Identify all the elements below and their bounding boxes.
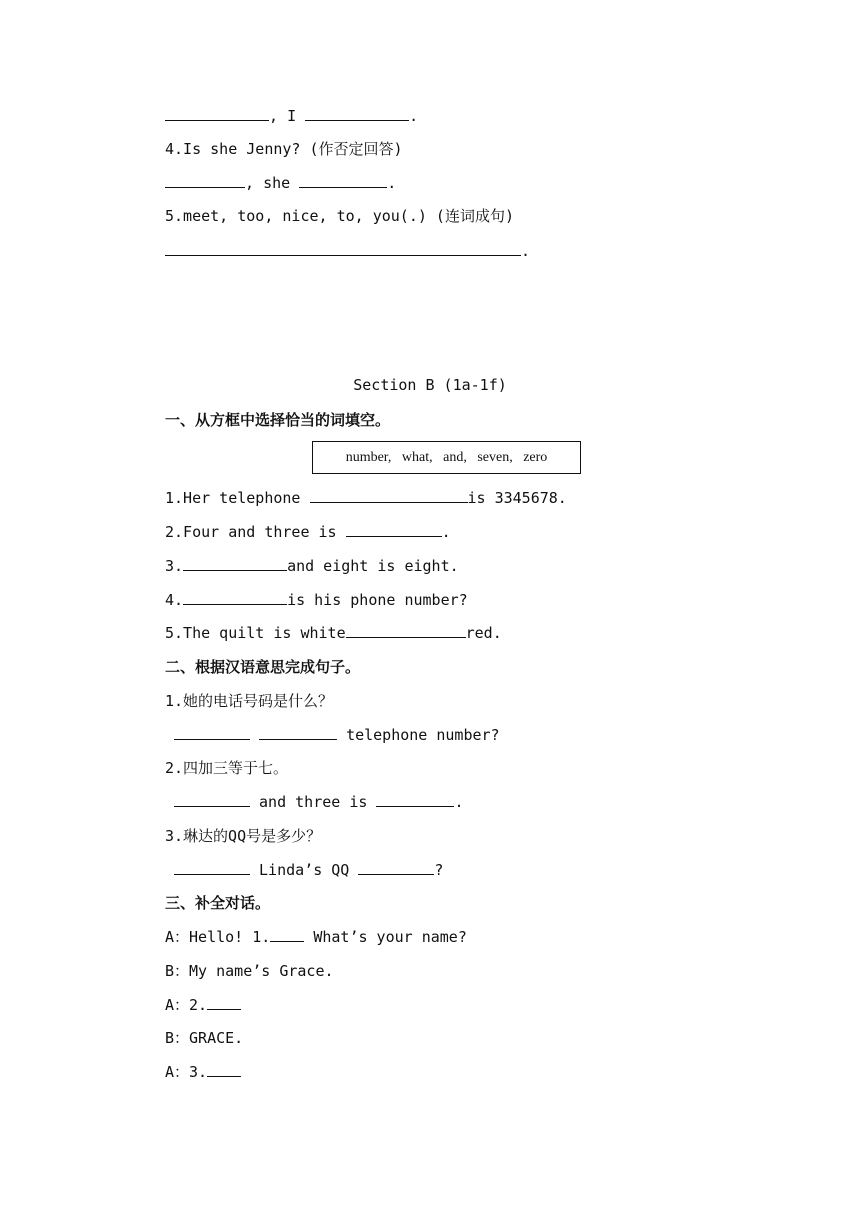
answer-blank[interactable] bbox=[174, 725, 250, 740]
speaker: A： bbox=[165, 1063, 190, 1081]
translation-answer-2: and three is . bbox=[174, 792, 463, 812]
dialogue-line-3: A：2. bbox=[165, 995, 241, 1015]
answer-blank[interactable] bbox=[165, 173, 245, 188]
answer-line-q3: , I . bbox=[165, 106, 418, 126]
answer-blank[interactable] bbox=[346, 522, 442, 537]
answer-line-q5: . bbox=[165, 241, 530, 261]
answer-blank[interactable] bbox=[207, 1062, 241, 1077]
dialogue-line-4: B：GRACE. bbox=[165, 1029, 244, 1047]
answer-blank[interactable] bbox=[183, 590, 287, 605]
part1-heading: 一、从方框中选择恰当的词填空。 bbox=[165, 411, 391, 429]
answer-blank[interactable] bbox=[346, 623, 466, 638]
part3-heading: 三、补全对话。 bbox=[165, 894, 271, 912]
comma: , bbox=[269, 107, 288, 125]
section-title: Section B (1a-1f) bbox=[353, 376, 507, 394]
answer-blank[interactable] bbox=[259, 725, 337, 740]
answer-line-q4: , she . bbox=[165, 173, 396, 193]
answer-blank[interactable] bbox=[358, 860, 434, 875]
fill-item-3: 3. and eight is eight. bbox=[165, 557, 459, 575]
answer-blank[interactable] bbox=[310, 488, 468, 503]
answer-word: I bbox=[287, 107, 297, 125]
dialogue-line-1: A：Hello! 1. What’s your name? bbox=[165, 928, 467, 946]
word-box: number, what, and, seven, zero bbox=[312, 441, 581, 474]
translation-prompt-3: 3.琳达的QQ号是多少？ bbox=[165, 827, 322, 845]
comma: , bbox=[245, 174, 264, 192]
translation-prompt-2: 2.四加三等于七。 bbox=[165, 759, 289, 777]
dialogue-line-5: A：3. bbox=[165, 1062, 241, 1082]
question-5: 5.meet, too, nice, to, you(.) (连词成句) bbox=[165, 207, 514, 225]
fill-item-1: 1.Her telephone is 3345678. bbox=[165, 489, 567, 507]
answer-blank[interactable] bbox=[299, 173, 387, 188]
answer-blank[interactable] bbox=[183, 556, 287, 571]
answer-blank[interactable] bbox=[270, 927, 304, 942]
speaker: A： bbox=[165, 996, 190, 1014]
answer-blank[interactable] bbox=[305, 106, 409, 121]
speaker: B： bbox=[165, 1029, 190, 1047]
answer-blank[interactable] bbox=[174, 860, 250, 875]
fill-item-4: 4. is his phone number? bbox=[165, 591, 468, 609]
fill-item-5: 5.The quilt is white red. bbox=[165, 624, 502, 642]
translation-answer-1: telephone number? bbox=[174, 725, 500, 745]
answer-word: she bbox=[263, 174, 291, 192]
question-4: 4.Is she Jenny? (作否定回答) bbox=[165, 140, 403, 158]
answer-blank[interactable] bbox=[207, 995, 241, 1010]
answer-blank[interactable] bbox=[174, 792, 250, 807]
dialogue-line-2: B：My name’s Grace. bbox=[165, 962, 334, 980]
translation-prompt-1: 1.她的电话号码是什么？ bbox=[165, 692, 334, 710]
speaker: A： bbox=[165, 928, 190, 946]
part2-heading: 二、根据汉语意思完成句子。 bbox=[165, 658, 361, 676]
translation-answer-3: Linda’s QQ ? bbox=[174, 860, 443, 880]
answer-blank[interactable] bbox=[376, 792, 454, 807]
answer-blank[interactable] bbox=[165, 106, 269, 121]
fill-item-2: 2.Four and three is . bbox=[165, 523, 451, 541]
answer-blank[interactable] bbox=[165, 241, 521, 256]
speaker: B： bbox=[165, 962, 190, 980]
